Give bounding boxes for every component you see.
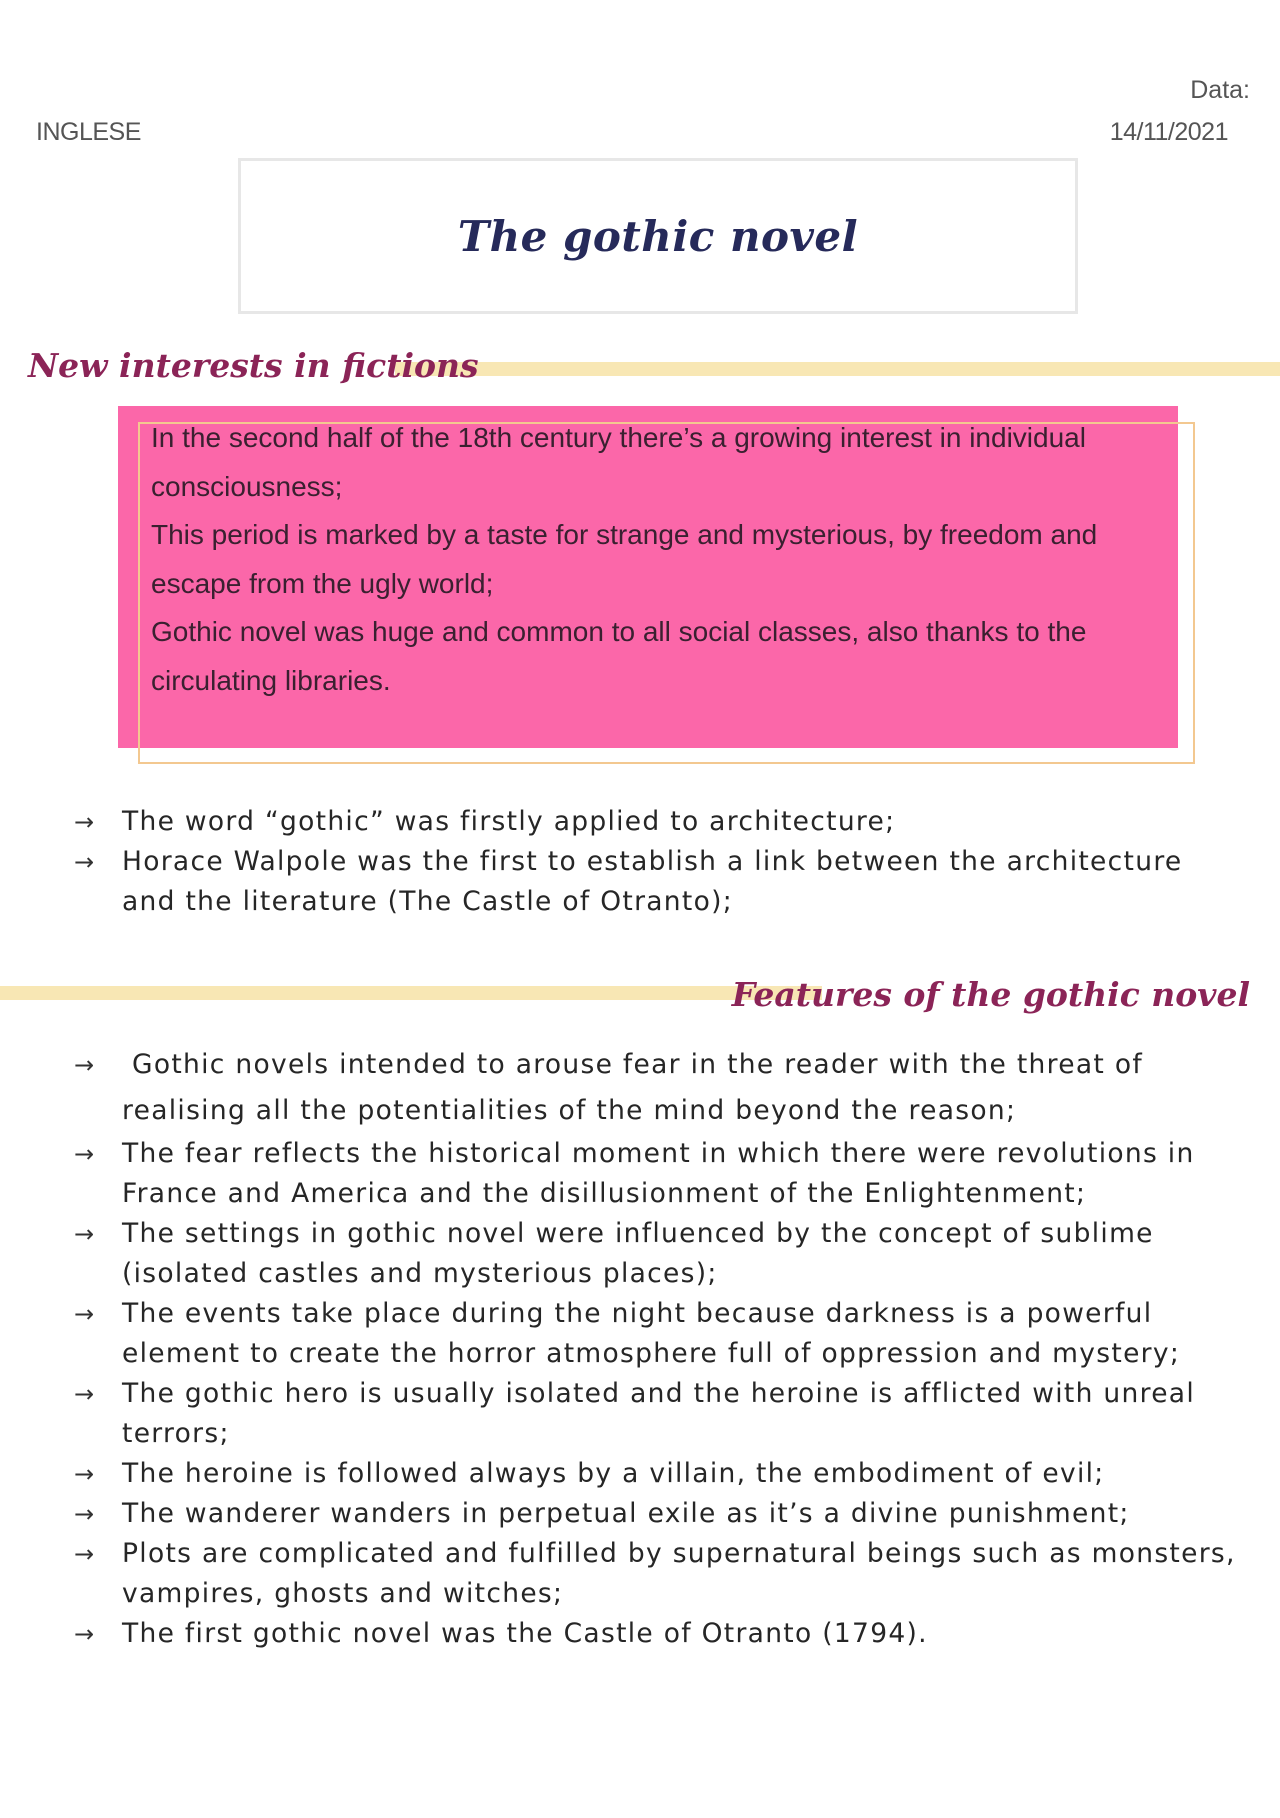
right-arrow-icon: → bbox=[74, 848, 95, 876]
heading-underline-stripe bbox=[0, 986, 822, 1000]
list-item bbox=[74, 1614, 1264, 1654]
list-item-text: The wanderer wanders in perpetual exile as it’s a divine punishment; bbox=[122, 1498, 1130, 1529]
list-item bbox=[74, 1134, 1264, 1214]
right-arrow-icon: → bbox=[74, 1051, 95, 1079]
highlight-paragraph: In the second half of the 18th century there’s a growing interest in individual consciousness; bbox=[151, 422, 1086, 502]
list-item-text: Plots are complicated and fulfilled by supernatural beings such as monsters, vampires, ghosts and witches; bbox=[122, 1538, 1236, 1609]
intro-bullet-list bbox=[74, 802, 1194, 922]
list-item bbox=[74, 1294, 1264, 1374]
list-item-text: Horace Walpole was the first to establish a link between the architecture and the literature (The Castle of Otranto); bbox=[122, 846, 1183, 917]
list-item bbox=[74, 1534, 1264, 1614]
list-item-text: The heroine is followed always by a villain, the embodiment of evil; bbox=[122, 1458, 1105, 1489]
list-item-text: The gothic hero is usually isolated and the heroine is afflicted with unreal terrors; bbox=[122, 1378, 1195, 1449]
right-arrow-icon: → bbox=[74, 1220, 95, 1248]
right-arrow-icon: → bbox=[74, 1460, 95, 1488]
right-arrow-icon: → bbox=[74, 1500, 95, 1528]
heading-underline-stripe bbox=[395, 362, 1280, 376]
date-value: 14/11/2021 bbox=[1109, 118, 1228, 146]
right-arrow-icon: → bbox=[74, 1300, 95, 1328]
highlight-paragraph: This period is marked by a taste for strange and mysterious, by freedom and escape from the ugly world; bbox=[151, 519, 1098, 599]
right-arrow-icon: → bbox=[74, 1380, 95, 1408]
subject-label: INGLESE bbox=[36, 118, 141, 146]
list-item-text: The settings in gothic novel were influenced by the concept of sublime (isolated castles and mysterious places); bbox=[122, 1218, 1154, 1289]
list-item bbox=[74, 1454, 1264, 1494]
right-arrow-icon: → bbox=[74, 1540, 95, 1568]
right-arrow-icon: → bbox=[74, 1620, 95, 1648]
highlight-paragraph: Gothic novel was huge and common to all social classes, also thanks to the circulating libraries. bbox=[151, 616, 1087, 696]
list-item-text: The fear reflects the historical moment in which there were revolutions in France and America and the disillusionment of the Enlightenment; bbox=[122, 1138, 1195, 1209]
section-heading-features: Features of the gothic novel bbox=[731, 975, 1250, 1014]
list-item-text: The events take place during the night because darkness is a powerful element to create the horror atmosphere full of oppression and mystery; bbox=[122, 1298, 1181, 1369]
right-arrow-icon: → bbox=[74, 808, 95, 836]
list-item bbox=[74, 1042, 1264, 1134]
features-bullet-list bbox=[74, 1042, 1264, 1654]
list-item-text: The first gothic novel was the Castle of Otranto (1794). bbox=[122, 1618, 928, 1649]
section-heading-new-interests: New interests in fictions bbox=[28, 346, 479, 385]
date-label: Data: bbox=[1190, 76, 1250, 104]
list-item bbox=[74, 802, 1194, 842]
list-item bbox=[74, 1374, 1264, 1454]
list-item-text: Gothic novels intended to arouse fear in the reader with the threat of realising all the potentialities of the mind beyond the reason; bbox=[122, 1049, 1143, 1126]
list-item bbox=[74, 1214, 1264, 1294]
list-item-text: The word “gothic” was firstly applied to architecture; bbox=[122, 806, 896, 837]
list-item bbox=[74, 1494, 1264, 1534]
highlight-box-text bbox=[151, 414, 1171, 705]
list-item bbox=[74, 842, 1194, 922]
title-box bbox=[238, 158, 1078, 314]
right-arrow-icon: → bbox=[74, 1140, 95, 1168]
page-title: The gothic novel bbox=[457, 211, 859, 261]
